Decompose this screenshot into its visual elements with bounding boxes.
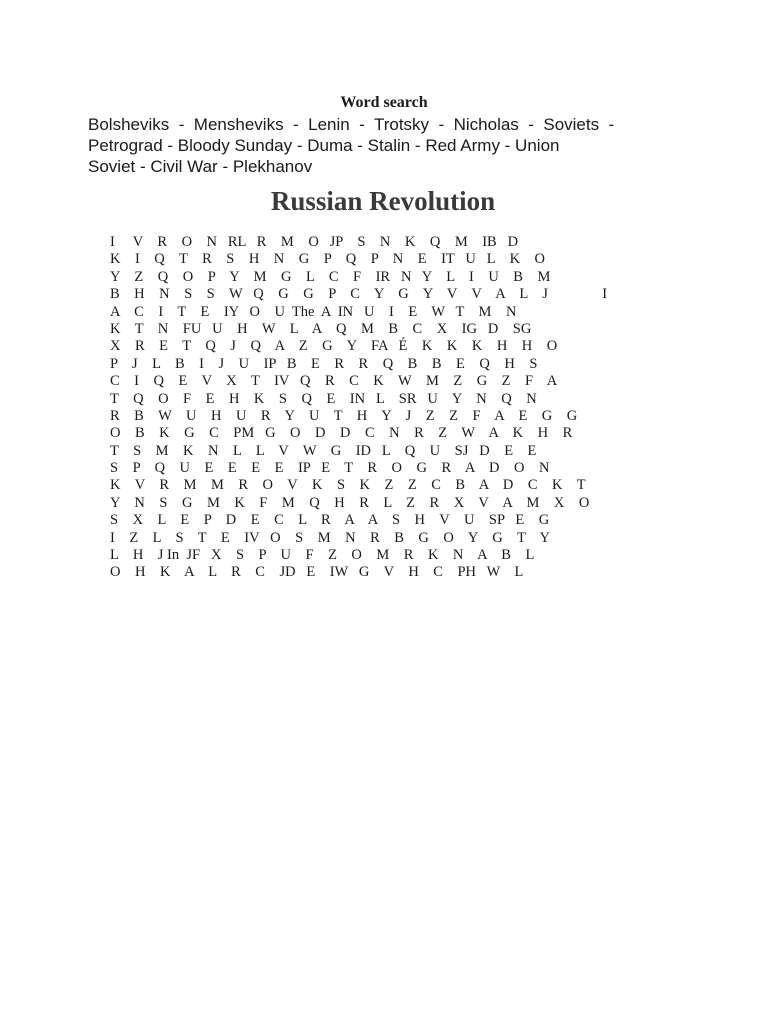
word-list xyxy=(88,114,688,177)
word-list-line: Soviet - Civil War - Plekhanov xyxy=(88,157,313,176)
word-list-line: Bolsheviks - Mensheviks - Lenin - Trotsky - Nicholas - Soviets - xyxy=(88,115,615,134)
grid-row: Y Z Q O P Y M G L C F IR N Y L I U B M xyxy=(110,268,551,285)
grid-row: K T N FU U H W L A Q M B C X IG D SG xyxy=(110,320,532,337)
grid-row: C I Q E V X T IV Q R C K W M Z G Z F A xyxy=(110,373,558,390)
grid-row: L H J In JF X S P U F Z O M R K N A B L xyxy=(110,547,535,564)
grid-row: K I Q T R S H N G P Q P N E IT U L K O xyxy=(110,251,546,268)
grid-row: T S M K N L L V W G ID L Q U SJ D E E xyxy=(110,442,537,459)
grid-row: R B W U H U R Y U T H Y J Z Z F A E G G xyxy=(110,407,578,424)
word-list-line: Petrograd - Bloody Sunday - Duma - Stalin - Red Army - Union xyxy=(88,136,560,155)
word-search-heading: Word search xyxy=(340,94,428,111)
page-title: Russian Revolution xyxy=(270,186,496,216)
grid-row: I V R O N RL R M O JP S N K Q M IB D xyxy=(110,234,519,250)
grid-row: B H N S S W Q G G P C Y G Y V V A L J I xyxy=(110,286,608,303)
grid-row: S P Q U E E E E IP E T R O G R A D O N xyxy=(110,460,550,477)
letter-grid xyxy=(110,234,607,582)
grid-row: P J L B I J U IP B E R R Q B B E Q H S xyxy=(110,355,538,372)
grid-row: A C I T E IY O U The A IN U I E W T M N xyxy=(110,303,517,320)
grid-row: X R E T Q J Q A Z G Y FA É K K K H H O xyxy=(110,338,558,355)
grid-row: O H K A L R C JD E IW G V H C PH W L xyxy=(110,564,524,581)
grid-row: I Z L S T E IV O S M N R B G O Y G T Y xyxy=(110,529,550,546)
grid-row: K V R M M R O V K S K Z Z C B A D C K T xyxy=(110,477,586,494)
grid-row: Y N S G M K F M Q H R L Z R X V A M X O xyxy=(110,494,590,511)
grid-row: O B K G C PM G O D D C N R Z W A K H R xyxy=(110,425,573,442)
grid-row: S X L E P D E C L R A A S H V U SP E G xyxy=(110,512,550,529)
grid-row: T Q O F E H K S Q E IN L SR U Y N Q N xyxy=(110,390,537,407)
